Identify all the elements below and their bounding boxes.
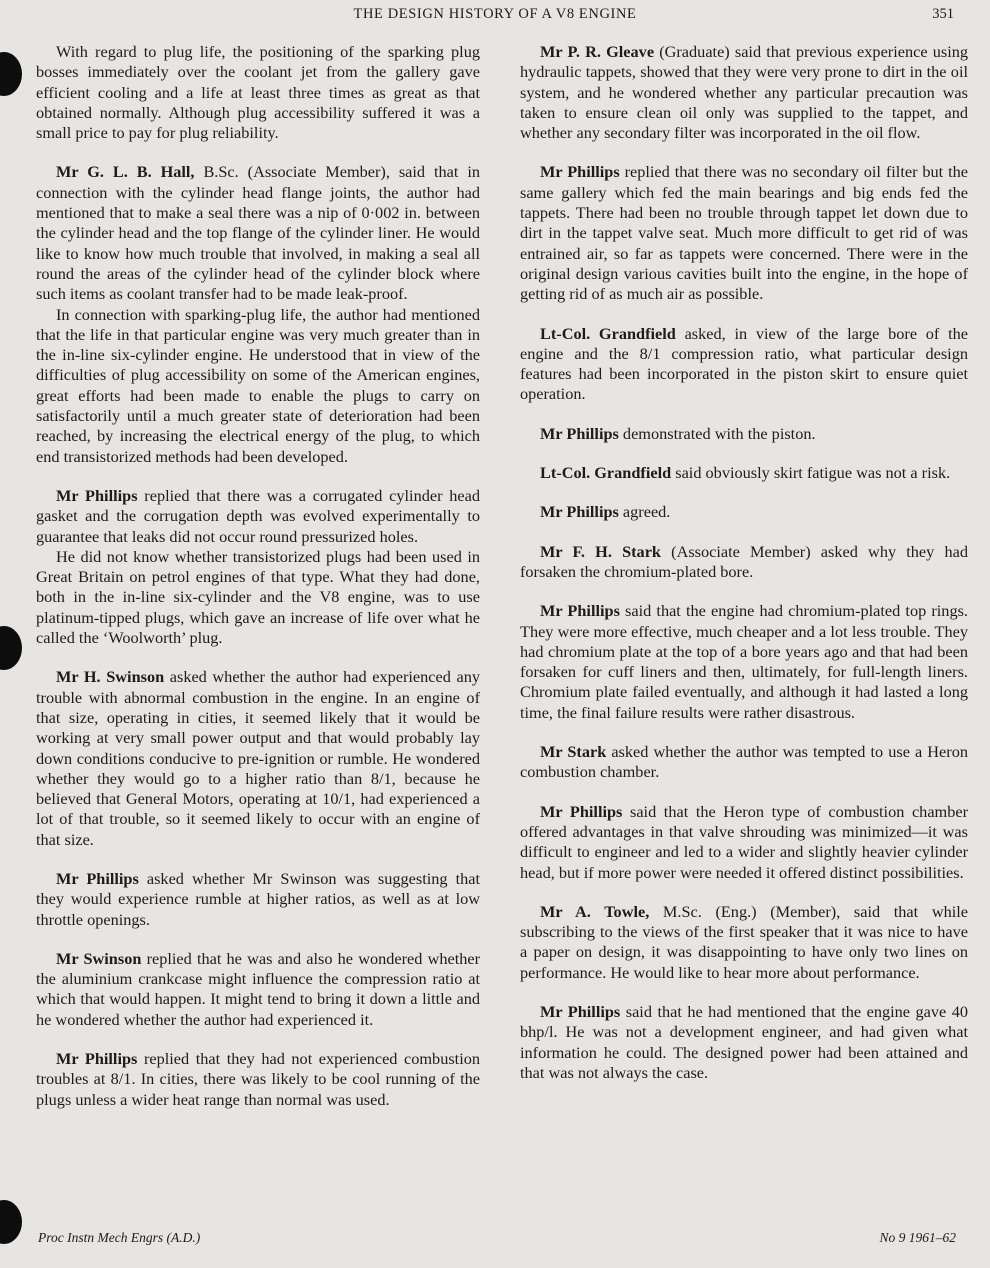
speaker-name: Mr Stark xyxy=(540,742,607,762)
paragraph xyxy=(520,42,968,143)
paragraph xyxy=(36,667,480,850)
paragraph-text: (Graduate) said that previous experience using hydraulic tappets, showed that they were very prone to dirt in the oil system, and he wondered whether any particular precaution was taken to ensure clean oil only was supplied to the tappet, and whether any secondary filter was incorporated in the oil flow. xyxy=(520,42,968,143)
paragraph-text: said that the engine had chromium-plated top rings. They were more effective, much cheaper and a lot less trouble. They had chromium plate at the top of a bore years ago and that had been forsaken for cuff liners and then, ultimately, for full-length liners. Chromium plate failed eventually, and although it had lasted a long time, the final failure results were rather disastrous. xyxy=(520,601,968,722)
right-column xyxy=(520,42,968,1083)
paragraph xyxy=(520,802,968,883)
paragraph xyxy=(520,162,968,304)
paragraph-text: replied that they had not experienced combustion troubles at 8/1. In cities, there was likely to be cool running of the plugs unless a wider heat range than normal was used. xyxy=(36,1049,480,1109)
paragraph xyxy=(36,162,480,304)
running-header xyxy=(0,6,990,28)
paragraph-text: B.Sc. (Associate Member), said that in connection with the cylinder head flange joints, the author had mentioned that to make a seal there was a nip of 0·002 in. between the cylinder head and the top flange of the cylinder liner. He would like to know how much trouble that involved, in making a seal all round the areas of the cylinder head of the cylinder block where such items as coolant transfer had to be made leak-proof. xyxy=(36,162,480,304)
paragraph xyxy=(520,742,968,783)
left-column xyxy=(36,42,480,1110)
paragraph-text: agreed. xyxy=(618,502,671,522)
speaker-name: Mr Phillips xyxy=(56,868,139,888)
paragraph xyxy=(520,463,968,483)
paragraph xyxy=(520,1002,968,1083)
paragraph-text: asked, in view of the large bore of the engine and the 8/1 compression ratio, what particular design features had been incorporated in the piston skirt to ensure quiet operation. xyxy=(520,323,968,404)
speaker-name: Mr Phillips xyxy=(540,502,619,522)
paragraph xyxy=(36,305,480,467)
paragraph xyxy=(36,42,480,143)
running-title: THE DESIGN HISTORY OF A V8 ENGINE xyxy=(353,6,637,22)
binder-hole-top xyxy=(0,52,22,96)
speaker-name: Mr A. Towle, xyxy=(540,901,650,921)
paragraph-text: asked whether the author was tempted to use a Heron combustion chamber. xyxy=(520,742,968,782)
page-number: 351 xyxy=(932,6,954,22)
speaker-name: Lt-Col. Grandfield xyxy=(540,323,676,343)
paragraph xyxy=(36,949,480,1030)
paragraph xyxy=(36,869,480,930)
paragraph xyxy=(36,547,480,648)
paragraph-text: (Associate Member) asked why they had forsaken the chromium-plated bore. xyxy=(520,541,968,581)
paragraph-text: replied that he was and also he wondered whether the aluminium crankcase might influence the compression ratio at which that would happen. It might tend to bring it down a little and he wondered whether the author had experienced it. xyxy=(36,948,481,1029)
speaker-name: Mr G. L. B. Hall, xyxy=(56,162,195,182)
speaker-name: Mr Phillips xyxy=(540,601,620,621)
paragraph-text: replied that there was a corrugated cylinder head gasket and the corrugation depth was evolved experimentally to guarantee that leaks did not occur round pressurized holes. xyxy=(36,485,480,546)
paragraph-text: He did not know whether transistorized plugs had been used in Great Britain on petrol engines of that type. What they had done, both in the in-line six-cylinder and the V8 engine, was to use platinum-tipped plugs, which gave an increase of life over what he called the ‘Woolworth’ plug. xyxy=(36,546,480,648)
speaker-name: Mr Phillips xyxy=(56,485,138,505)
journal-citation: Proc Instn Mech Engrs (A.D.) xyxy=(38,1230,201,1245)
speaker-name: Mr Phillips xyxy=(56,1049,138,1069)
speaker-name: Mr Phillips xyxy=(540,801,623,821)
speaker-name: Mr H. Swinson xyxy=(56,667,165,687)
paragraph-text: asked whether Mr Swinson was suggesting that they would experience rumble at higher ratios, as well as at low throttle openings. xyxy=(36,868,480,929)
paragraph-text: With regard to plug life, the positioning of the sparking plug bosses immediately over the coolant jet from the gallery gave efficient cooling and a life at least three times as great as that obtained normally. Although plug accessibility suffered it was a small price to pay for plug reliability. xyxy=(36,42,480,143)
speaker-name: Mr Phillips xyxy=(540,423,619,443)
speaker-name: Mr Phillips xyxy=(540,162,620,182)
paragraph xyxy=(520,502,968,522)
paragraph-text: said that he had mentioned that the engine gave 40 bhp/l. He was not a development engineer, and had given what information he could. The designed power had been attained and that was not always the case. xyxy=(520,1001,968,1082)
paragraph-text: asked whether the author had experienced any trouble with abnormal combustion in the engine. In an engine of that size, operating in cities, it seemed likely that it would be working at very small power output and that would probably lay down conditions conducive to pre-ignition or rumble. He wondered whether they would go to a higher ratio than 8/1, because he believed that General Motors, operating at 10/1, had experienced a lot of that trouble, so it seemed likely to occur with an engine of that size. xyxy=(36,667,480,849)
paragraph xyxy=(520,324,968,405)
paragraph-text: said that the Heron type of combustion chamber offered advantages in that valve shrouding was minimized—it was difficult to engineer and led to a wider and slightly heavier cylinder head, but if more power were needed it offered distinct possibilities. xyxy=(520,801,968,882)
binder-hole-bottom xyxy=(0,1200,22,1244)
binder-hole-middle xyxy=(0,626,22,670)
paragraph xyxy=(520,601,968,723)
paragraph xyxy=(520,902,968,983)
issue-number: No 9 1961–62 xyxy=(879,1230,956,1245)
paragraph xyxy=(520,424,968,444)
speaker-name: Mr F. H. Stark xyxy=(540,541,661,561)
paragraph-text: said obviously skirt fatigue was not a risk. xyxy=(671,463,951,483)
speaker-name: Mr Phillips xyxy=(540,1001,621,1021)
paragraph xyxy=(36,1049,480,1110)
paragraph-text: M.Sc. (Eng.) (Member), said that while subscribing to the views of the first speaker that it was nice to have a paper on design, it was disappointing to have only two lines on performance. He would like to hear more about performance. xyxy=(520,901,968,982)
paragraph-text: demonstrated with the piston. xyxy=(618,423,816,443)
speaker-name: Lt-Col. Grandfield xyxy=(540,463,672,483)
paragraph-text: In connection with sparking-plug life, the author had mentioned that the life in that particular engine was very much greater than in the in-line six-cylinder engine. He understood that in view of the difficulties of plug accessibility on some of the American engines, great efforts had been made to enable the plugs to carry on satisfactorily until a much greater state of deterioration had been reached, by increasing the electrical energy of the plug, to which end transistorized methods had been developed. xyxy=(36,304,480,466)
paragraph-text: replied that there was no secondary oil filter but the same gallery which fed the main bearings and big ends fed the tappets. There had been no trouble through tappet let down due to dirt in the tappet valve seat. Much more difficult to get rid of was entrained air, so far as tappets were concerned. There were in the original design various cavities built into the engine, in the hope of getting rid of as much air as possible. xyxy=(520,162,968,304)
speaker-name: Mr Swinson xyxy=(56,948,142,968)
paragraph xyxy=(36,486,480,547)
speaker-name: Mr P. R. Gleave xyxy=(540,42,655,61)
paragraph xyxy=(520,542,968,583)
